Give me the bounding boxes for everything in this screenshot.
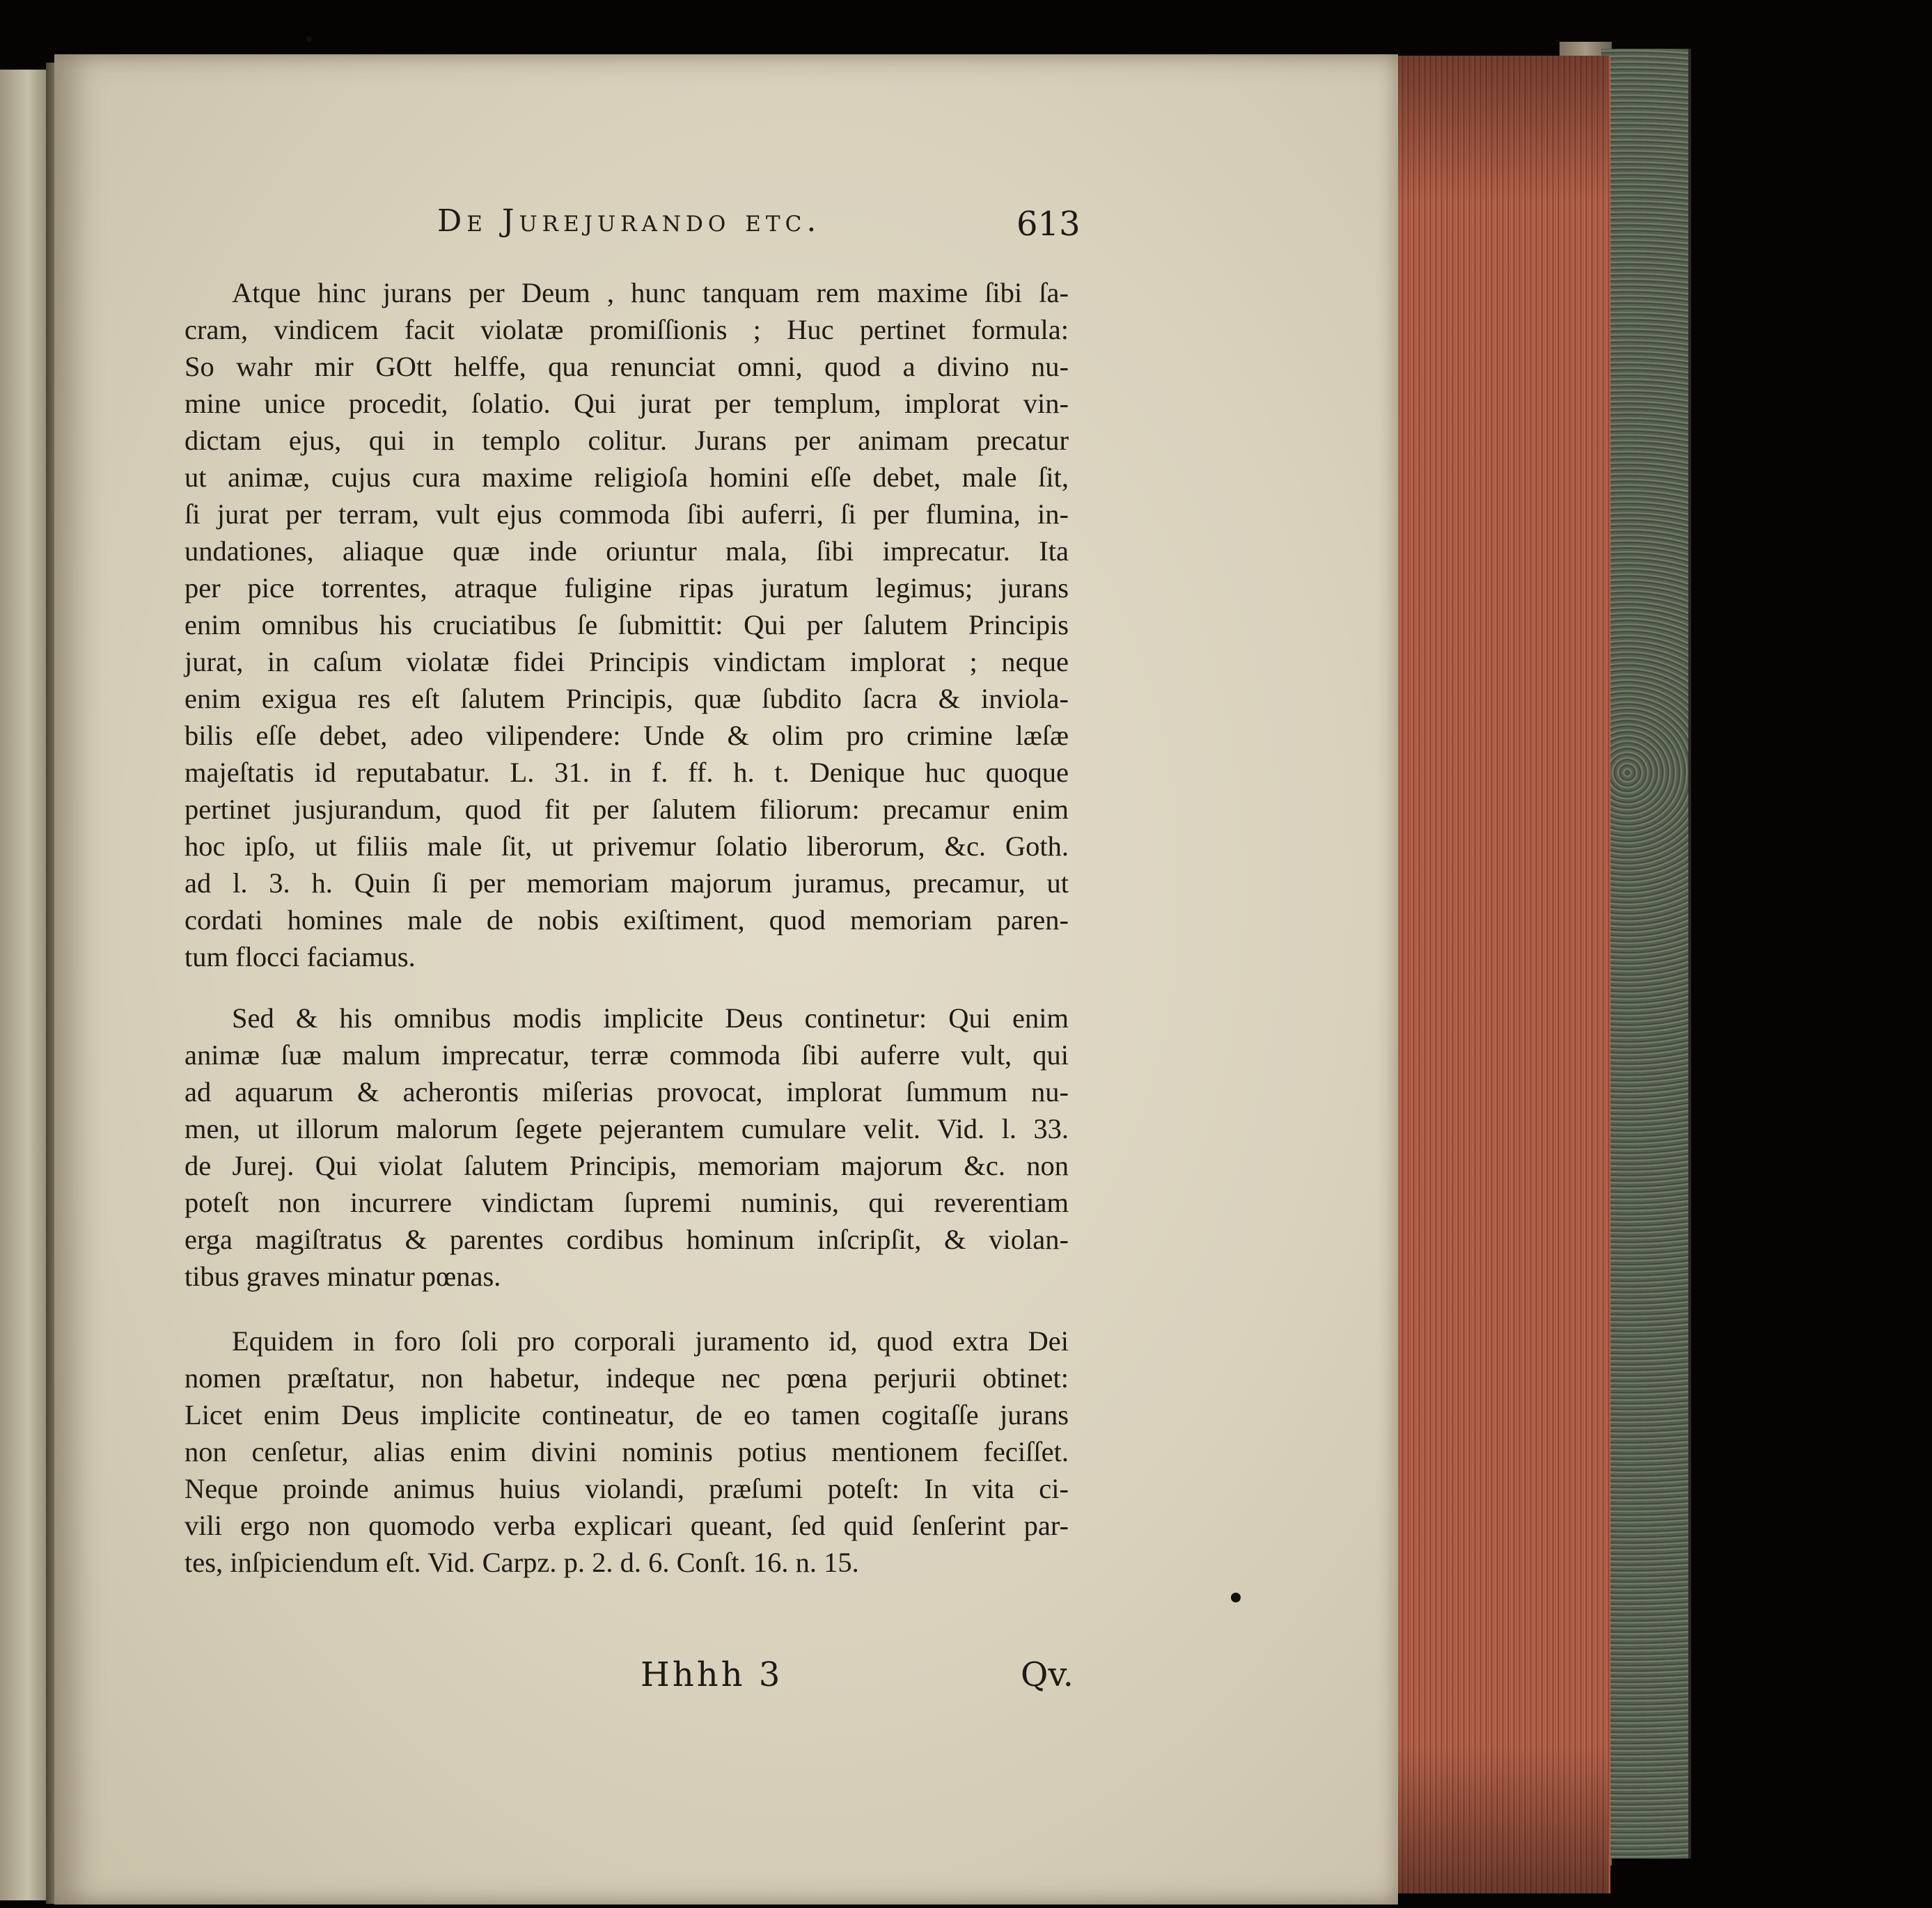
text-line: cram, vindicem facit violatæ promiſſionis ; Huc pertinet formula:: [184, 314, 1069, 345]
ink-spot: [306, 36, 312, 42]
text-line: bilis eſſe debet, adeo vilipendere: Unde & olim pro crimine læſæ: [184, 720, 1069, 751]
text-line: tum flocci faciamus.: [184, 941, 416, 972]
page-number: 613: [1016, 205, 1081, 244]
catchword: Qv.: [1021, 1655, 1074, 1694]
text-line: ad aquarum & acherontis miſerias provocat, implorat ſummum nu-: [184, 1076, 1069, 1107]
left-page-edge: [0, 70, 50, 1900]
paragraph-3: [184, 1323, 1069, 1581]
text-line: cordati homines male de nobis exiſtiment, quod memoriam paren-: [184, 904, 1069, 936]
text-line: Neque proinde animus huius violandi, præſumi poteſt: In vita ci-: [184, 1473, 1069, 1504]
text-line: tes, inſpiciendum eſt. Vid. Carpz. p. 2. d. 6. Conſt. 16. n. 15.: [184, 1547, 859, 1578]
text-line: mine unice procedit, ſolatio. Qui jurat per templum, implorat vin-: [184, 388, 1069, 419]
text-line: majeſtatis id reputabatur. L. 31. in f. ff. h. t. Denique huc quoque: [184, 757, 1069, 788]
paragraph-2: [184, 1000, 1069, 1295]
text-line: men, ut illorum malorum ſegete pejerantem cumulare velit. Vid. l. 33.: [184, 1113, 1069, 1144]
text-line: undationes, aliaque quæ inde oriuntur mala, ſibi imprecatur. Ita: [184, 535, 1069, 567]
text-line: enim omnibus his cruciatibus ſe ſubmittit: Qui per ſalutem Principis: [184, 609, 1069, 640]
text-line: Atque hinc jurans per Deum , hunc tanquam rem maxime ſibi ſa-: [232, 277, 1069, 308]
text-line: poteſt non incurrere vindictam ſupremi numinis, qui reverentiam: [184, 1187, 1069, 1218]
text-line: ſi jurat per terram, vult ejus commoda ſibi auferri, ſi per flumina, in-: [184, 498, 1069, 530]
paragraph-1: [184, 274, 1069, 975]
text-line: enim exigua res eſt ſalutem Principis, quæ ſubdito ſacra & inviola-: [184, 683, 1069, 714]
text-line: per pice torrentes, atraque fuligine ripas juratum legimus; jurans: [184, 572, 1069, 604]
text-line: Licet enim Deus implicite contineatur, de eo tamen cogitaſſe jurans: [184, 1399, 1069, 1430]
text-line: pertinet jusjurandum, quod fit per ſalutem filiorum: precamur enim: [184, 794, 1069, 825]
page-edges-shadow: [1385, 56, 1608, 1893]
text-line: vili ergo non quomodo verba explicari queant, ſed quid ſenſerint par-: [184, 1510, 1069, 1541]
marbled-cover: [1601, 49, 1691, 1859]
text-line: erga magiſtratus & parentes cordibus hominum inſcripſit, & violan-: [184, 1224, 1069, 1255]
ink-spot: [1231, 1593, 1241, 1602]
text-line: hoc ipſo, ut filiis male ſit, ut privemur ſolatio liberorum, &c. Goth.: [184, 830, 1069, 862]
text-line: de Jurej. Qui violat ſalutem Principis, memoriam majorum &c. non: [184, 1150, 1069, 1181]
text-line: animæ ſuæ malum imprecatur, terræ commoda ſibi auferre vult, qui: [184, 1039, 1069, 1071]
text-line: Equidem in foro ſoli pro corporali juramento id, quod extra Dei: [232, 1325, 1069, 1357]
text-line: ad l. 3. h. Quin ſi per memoriam majorum juramus, precamur, ut: [184, 867, 1069, 899]
text-line: Sed & his omnibus modis implicite Deus continetur: Qui enim: [232, 1002, 1069, 1034]
text-line: non cenſetur, alias enim divini nominis potius mentionem feciſſet.: [184, 1436, 1069, 1467]
text-line: So wahr mir GOtt helffe, qua renunciat omni, quod a divino nu-: [184, 351, 1069, 382]
text-line: ut animæ, cujus cura maxime religioſa homini eſſe debet, male ſit,: [184, 462, 1069, 493]
text-line: dictam ejus, qui in templo colitur. Jurans per animam precatur: [184, 425, 1069, 456]
running-header: De Jurejurando etc.: [437, 203, 822, 239]
text-line: jurat, in caſum violatæ fidei Principis vindictam implorat ; neque: [184, 646, 1069, 677]
signature-mark: Hhhh 3: [641, 1655, 783, 1694]
text-line: tibus graves minatur pœnas.: [184, 1261, 501, 1292]
text-line: nomen præſtatur, non habetur, indeque nec pœna perjurii obtinet:: [184, 1362, 1069, 1394]
